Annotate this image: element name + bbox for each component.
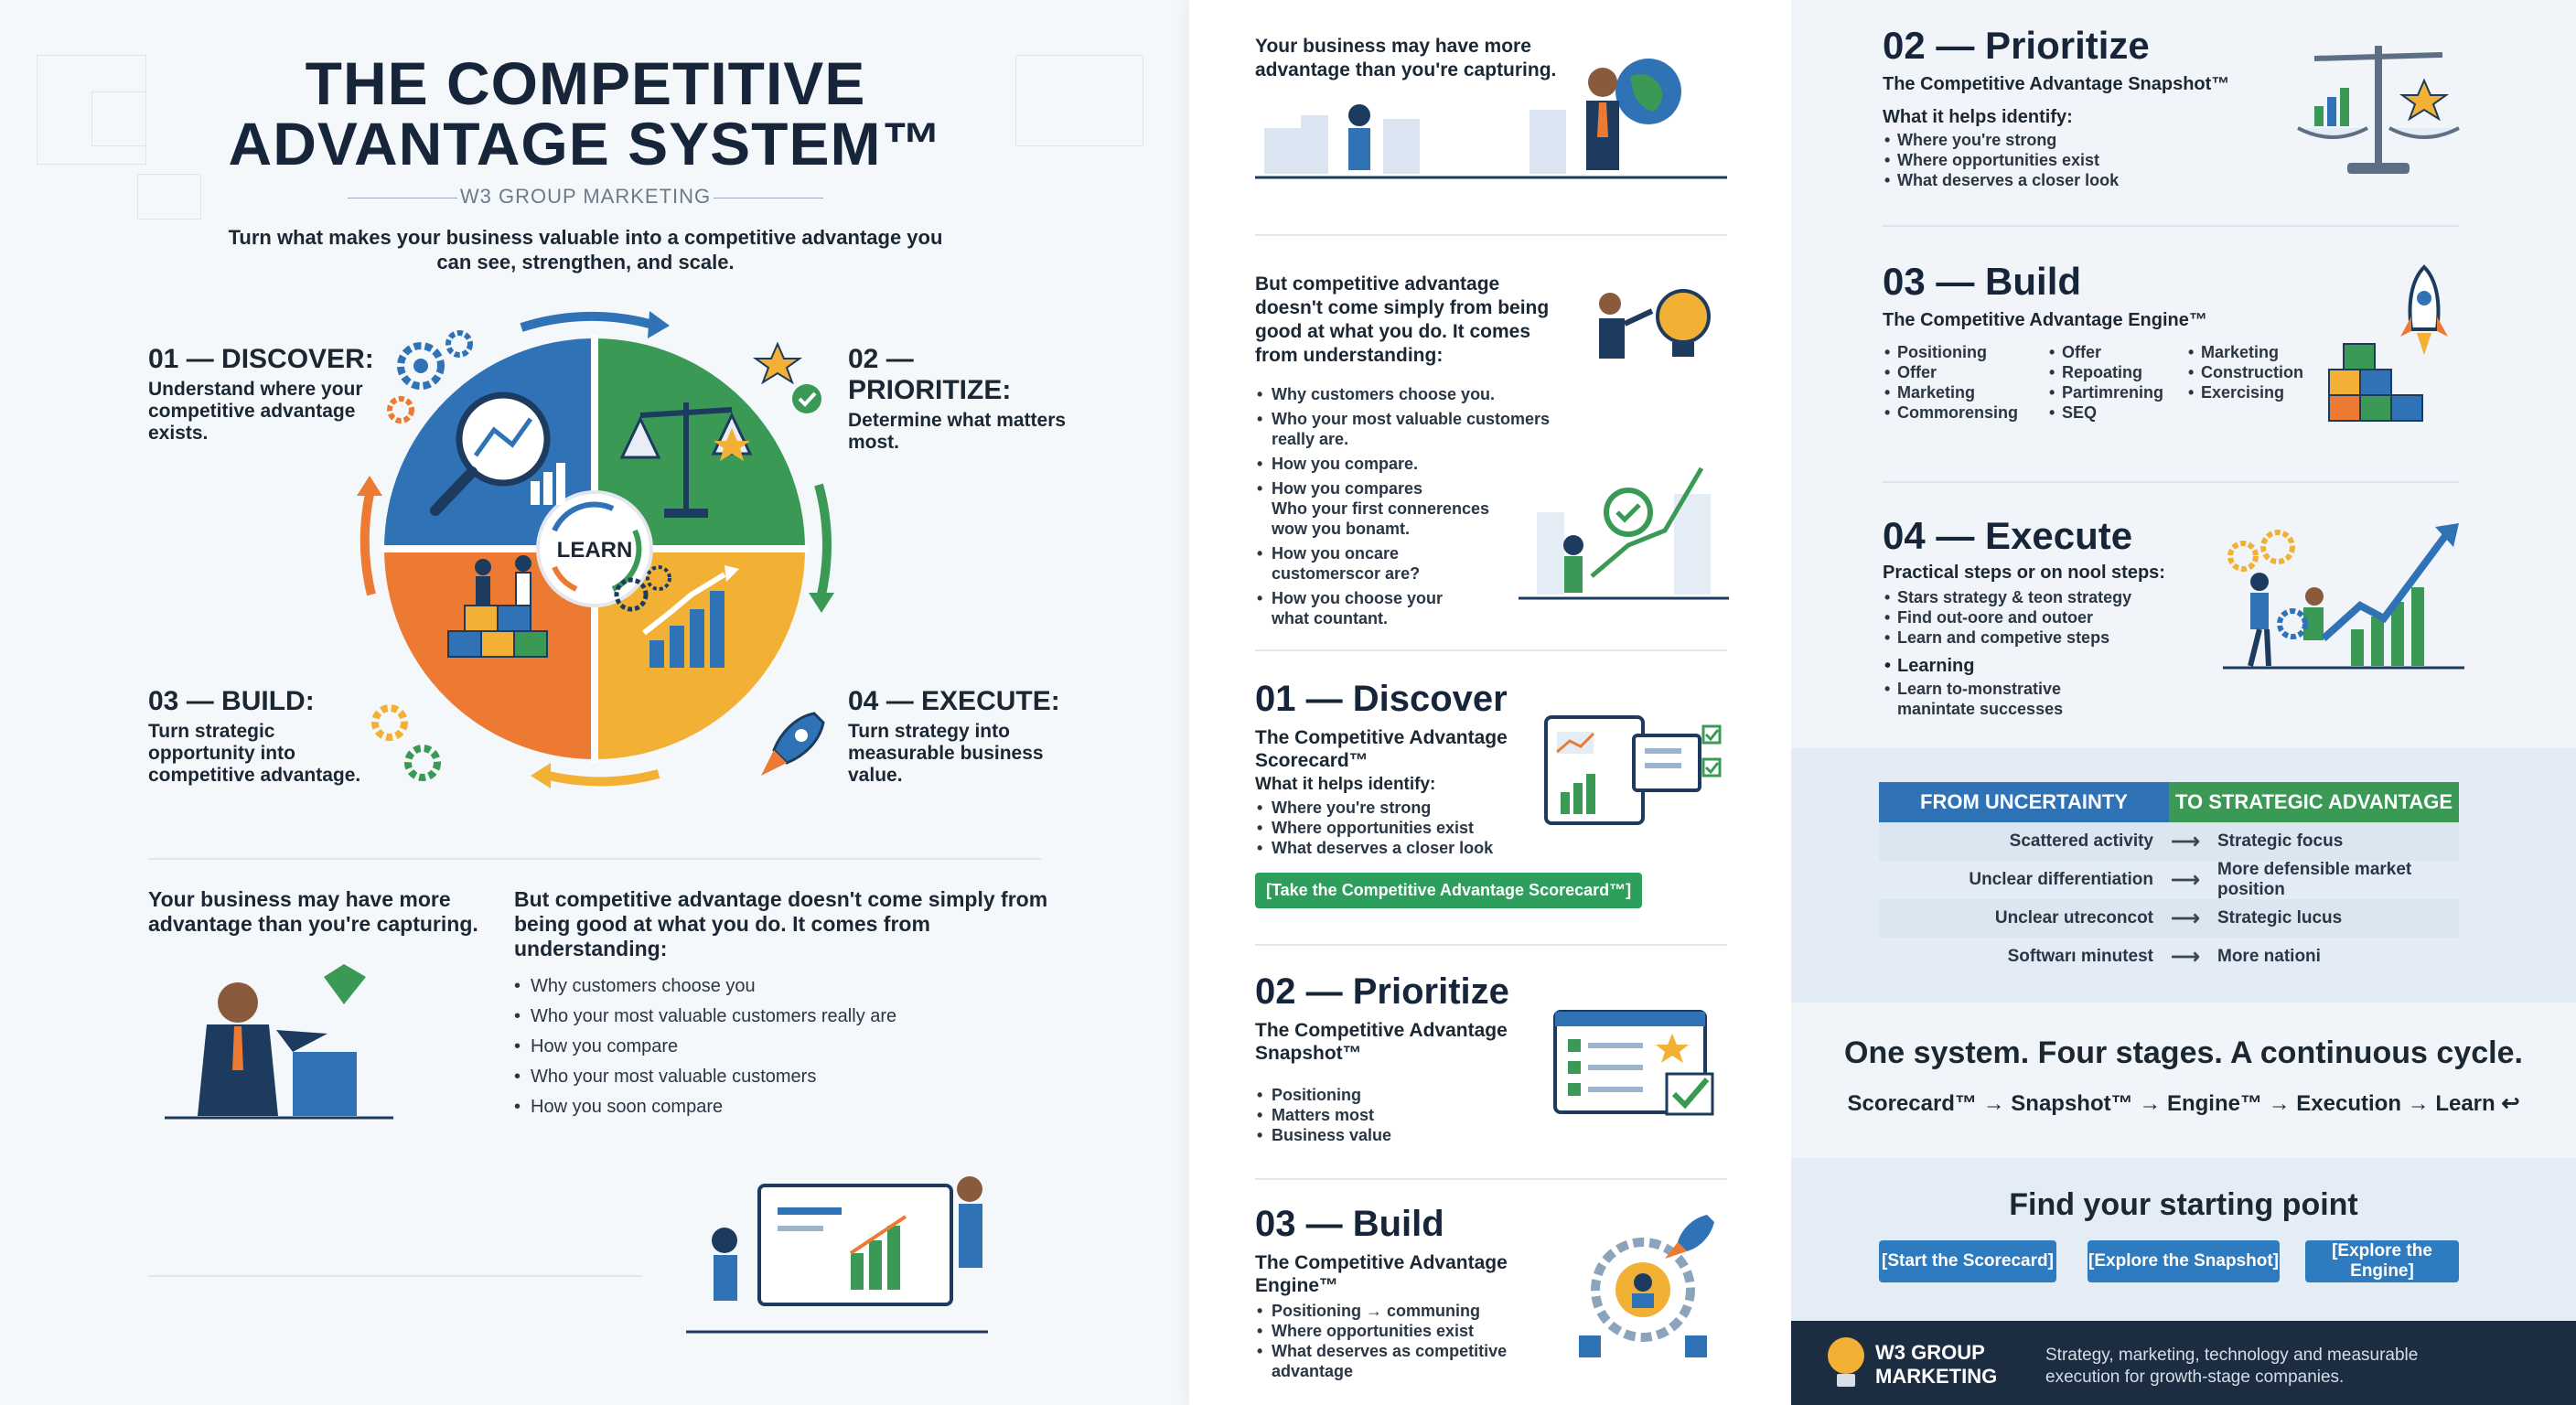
build-tool-name: The Competitive Advantage Engine™ [1255, 1252, 1508, 1296]
to-advantage-header: TO STRATEGIC ADVANTAGE [2169, 782, 2459, 822]
from-cell: Scattered activity [2009, 831, 2153, 851]
execute-subheading: Practical steps or on nool steps: [1883, 563, 2165, 583]
explore-snapshot-button[interactable]: [Explore the Snapshot] [2088, 1240, 2280, 1282]
prioritize-tool-name: The Competitive Advantage Snapshot™ [1883, 74, 2230, 94]
stage-description: Determine what matters most. [848, 410, 1067, 453]
section-divider [1255, 1178, 1727, 1180]
infographic-main-panel [0, 0, 1189, 1405]
section-divider [1883, 225, 2459, 227]
table-header [1879, 782, 2459, 822]
learning-label [1883, 655, 1974, 677]
team-growth-illustration [2223, 520, 2464, 675]
system-summary: One system. Four stages. A continuous cycle. [1844, 1035, 2523, 1070]
helps-identify-label: What it helps identify: [1883, 107, 2073, 127]
list-item: • Who your most valuable customers [514, 1062, 896, 1092]
table-row [1879, 938, 2459, 976]
star-check-icon [750, 338, 832, 421]
list-item: • How you compare. [1255, 454, 1566, 474]
balance-scale-icon [2296, 27, 2461, 183]
stage-description: Understand where your competitive advantage exists. [148, 379, 363, 444]
list-item: • Where you're strong [1255, 798, 1493, 818]
execute-list [1883, 587, 2131, 648]
gears-icon [375, 322, 485, 432]
start-scorecard-button[interactable]: [Start the Scorecard] [1879, 1240, 2056, 1282]
build-list [1255, 1301, 1530, 1381]
table-row [1879, 861, 2459, 899]
list-item: • Matters most [1255, 1105, 1391, 1125]
list-item: • Positioning → communing [1255, 1301, 1530, 1321]
table-row [1879, 899, 2459, 938]
cycle-arrow [549, 774, 659, 781]
helps-identify-label: What it helps identify: [1255, 775, 1436, 794]
list-item: • How you oncare customerscor are? [1255, 543, 1566, 584]
prioritize-heading: 02 — Prioritize [1255, 971, 1509, 1012]
stage-description: Turn strategic opportunity into competitive advantage. [148, 721, 361, 786]
build-heading: 03 — Build [1883, 260, 2082, 303]
list-item: • Exercising [2186, 382, 2303, 402]
page-subtitle: Turn what makes your business valuable into a competitive advantage you can see, strengthen, and scale. [228, 226, 943, 273]
cycle-arrow [365, 494, 371, 595]
understanding-list [514, 971, 896, 1122]
build-tool-name: The Competitive Advantage Engine™ [1883, 310, 2207, 330]
intro-paragraph: But competitive advantage doesn't come simply from being good at what you do. It comes from understanding: [514, 887, 1048, 960]
list-item: • Where opportunities exist [1255, 1321, 1530, 1341]
take-scorecard-button[interactable]: [Take the Competitive Advantage Scorecard™] [1255, 873, 1642, 908]
analysis-magnifier-illustration [1519, 457, 1729, 604]
list-item: • Construction [2186, 362, 2303, 382]
grid-decoration [1015, 55, 1143, 146]
from-cell: Unclear differentiation [1969, 870, 2153, 889]
arrow-icon: ⟶ [2171, 830, 2200, 853]
stage-execute [848, 686, 1077, 787]
businessman-gem-illustration [156, 951, 421, 1125]
bullet-glyph: • [1884, 656, 1892, 676]
table-body [1879, 822, 2459, 976]
list-item: • How you soon compare [514, 1092, 896, 1122]
brand-line: W3 GROUP [1875, 1341, 1985, 1364]
starting-point-title: Find your starting point [2009, 1187, 2358, 1222]
learning-list [1883, 679, 2102, 719]
stage-heading: 04 — EXECUTE: [848, 686, 1060, 716]
list-item: • Stars strategy & teon strategy [1883, 587, 2131, 607]
stage-heading: 01 — DISCOVER: [148, 344, 374, 374]
list-item: • Who your most valuable customers really are. [1255, 409, 1566, 449]
brand-name: W3 GROUP MARKETING [459, 185, 712, 208]
intro-statement: Your business may have more advantage than you're capturing. [1255, 36, 1557, 80]
list-item: • Find out-oore and outoer [1883, 607, 2131, 627]
gear-icon [366, 695, 448, 787]
arrow-icon: ⟶ [2171, 906, 2200, 929]
build-list-col2 [2047, 342, 2163, 423]
list-item: • Repoating [2047, 362, 2163, 382]
footer-tagline: Strategy, marketing, technology and measurable execution for growth-stage companies. [2045, 1346, 2419, 1387]
from-uncertainty-header: FROM UNCERTAINTY [1879, 782, 2169, 822]
list-item: • Who your most valuable customers really are [514, 1002, 896, 1032]
list-item: • Where opportunities exist [1255, 818, 1493, 838]
list-item: • Positioning [1883, 342, 2018, 362]
list-item: • Marketing [2186, 342, 2303, 362]
stage-prioritize [848, 344, 1077, 454]
to-cell: Strategic focus [2217, 831, 2344, 851]
transformation-table [1879, 782, 2459, 976]
section-divider [1255, 649, 1727, 651]
from-cell: Softwarı minutest [2007, 947, 2153, 966]
discover-heading: 01 — Discover [1255, 679, 1508, 719]
lightbulb-logo-icon [1824, 1334, 1868, 1392]
section-divider [148, 858, 1041, 860]
stage-heading: 02 — PRIORITIZE: [848, 344, 1012, 405]
page-title: THE COMPETITIVE ADVANTAGE SYSTEM™ [228, 49, 943, 177]
footer-brand [1875, 1341, 1997, 1389]
prioritize-list [1255, 1085, 1391, 1145]
section-divider [1883, 481, 2459, 483]
understanding-paragraph: But competitive advantage doesn't come simply from being good at what you do. It comes from understanding: [1255, 273, 1550, 366]
city-team-illustration [1255, 37, 1727, 183]
to-cell: More defensible market position [2217, 860, 2412, 899]
discover-list [1255, 798, 1493, 858]
execute-heading: 04 — Execute [1883, 514, 2133, 557]
snapshot-checklist-icon [1551, 1006, 1725, 1125]
details-panel [1189, 0, 1791, 1405]
starting-point-section [1791, 1158, 2576, 1321]
list-item: • How you choose your what countant. [1255, 588, 1566, 628]
arrow-icon: ⟶ [2171, 868, 2200, 891]
build-list-col1 [1883, 342, 2018, 423]
table-row [1879, 822, 2459, 861]
list-item: • What deserves as competitive advantage [1255, 1341, 1530, 1381]
scorecard-dashboard-icon [1542, 710, 1725, 829]
cycle-arrow [819, 485, 827, 595]
stage-build [148, 686, 377, 787]
team-presentation-illustration [668, 1153, 997, 1345]
list-item: • Where you're strong [1883, 130, 2119, 150]
list-item: • Business value [1255, 1125, 1391, 1145]
engine-gear-rocket-icon [1570, 1207, 1725, 1363]
prioritize-list [1883, 130, 2119, 190]
list-item: • How you compares Who your first connerences wow you bonamt. [1255, 478, 1566, 539]
grid-decoration [91, 91, 146, 146]
section-divider [148, 1275, 642, 1277]
system-flow: Scorecard™ → Snapshot™ → Engine™ → Execution → Learn ↩ [1847, 1091, 2520, 1116]
intro-statement: Your business may have more advantage than you're capturing. [148, 887, 478, 936]
learning-text: Learning [1897, 656, 1975, 676]
list-item: • What deserves a closer look [1883, 170, 2119, 190]
from-cell: Unclear utreconcot [1994, 908, 2153, 928]
lightbulb-idea-icon [1573, 271, 1729, 371]
list-item: • Partimrening [2047, 382, 2163, 402]
list-item: • How you compare [514, 1032, 896, 1062]
rocket-icon [750, 704, 832, 787]
list-item: • Marketing [1883, 382, 2018, 402]
cycle-arrow [521, 316, 649, 327]
prioritize-tool-name: The Competitive Advantage Snapshot™ [1255, 1020, 1508, 1064]
stage-heading: 03 — BUILD: [148, 686, 315, 716]
brand-line: MARKETING [1875, 1365, 1998, 1388]
list-item: • Commorensing [1883, 402, 2018, 423]
to-cell: More nationi [2217, 947, 2321, 966]
list-item: • SEQ [2047, 402, 2163, 423]
stage-discover [148, 344, 377, 445]
list-item: • Positioning [1255, 1085, 1391, 1105]
list-item: • Why customers choose you [514, 971, 896, 1002]
prioritize-heading: 02 — Prioritize [1883, 24, 2150, 67]
list-item: • Where opportunities exist [1883, 150, 2119, 170]
build-list-col3 [2186, 342, 2303, 402]
arrow-icon: ⟶ [2171, 945, 2200, 968]
build-heading: 03 — Build [1255, 1204, 1444, 1244]
section-divider [1255, 234, 1727, 236]
discover-tool-name: The Competitive Advantage Scorecard™ [1255, 727, 1508, 771]
learn-label: LEARN [556, 538, 633, 563]
rocket-blocks-icon [2324, 262, 2461, 430]
list-item: • Learn and competive steps [1883, 627, 2131, 648]
list-item: • What deserves a closer look [1255, 838, 1493, 858]
list-item: • Offer [1883, 362, 2018, 382]
to-cell: Strategic lucus [2217, 908, 2343, 928]
document-decoration [137, 174, 201, 220]
stage-description: Turn strategy into measurable business value. [848, 721, 1044, 786]
list-item: • Why customers choose you. [1255, 384, 1566, 404]
list-item: • Offer [2047, 342, 2163, 362]
list-item: • Learn to-monstrative manintate successes [1883, 679, 2102, 719]
explore-engine-button[interactable]: [Explore the Engine] [2305, 1240, 2459, 1282]
system-overview-panel [1791, 0, 2576, 1405]
section-divider [1255, 944, 1727, 946]
